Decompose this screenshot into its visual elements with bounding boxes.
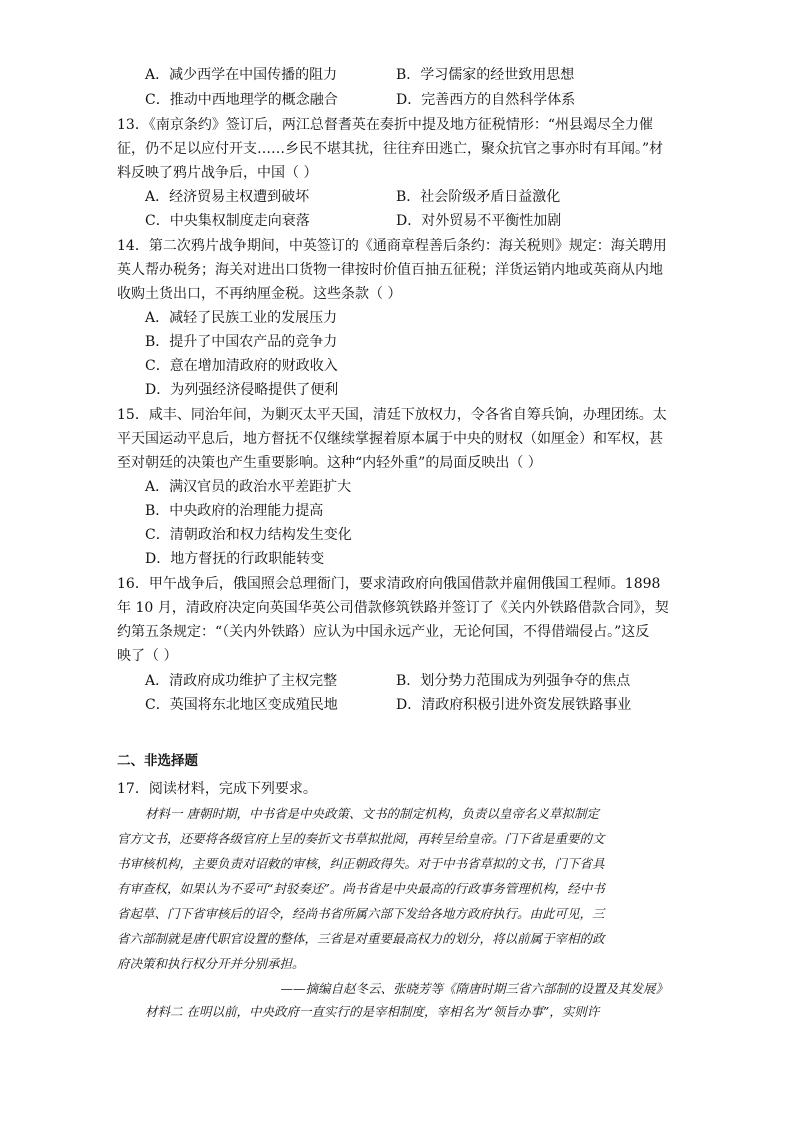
q13-stem-line: 征，仍不足以应付开支……乡民不堪其扰，往往弃田逃亡，聚众抗官之事亦时有耳闻。”材 bbox=[117, 141, 664, 157]
section-heading: 二、非选择题 bbox=[117, 753, 198, 769]
material-1-source: ——摘编自赵冬云、张晓芳等《隋唐时期三省六部制的设置及其发展》 bbox=[280, 981, 668, 996]
q16-option-c: C．英国将东北地区变成殖民地 bbox=[145, 697, 338, 713]
q13-stem-line: 13．《南京条约》签订后，两江总督耆英在奏折中提及地方征税情形：“州县竭尽全力催 bbox=[117, 117, 653, 133]
q14-stem-line: 14．第二次鸦片战争期间，中英签订的《通商章程善后条约：海关税则》规定：海关聘用 bbox=[117, 238, 667, 254]
q14-stem-line: 英人帮办税务；海关对进出口货物一律按时价值百抽五征税；洋货运销内地或英商从内地 bbox=[117, 262, 663, 278]
q14-option-a: A．减轻了民族工业的发展压力 bbox=[145, 310, 338, 326]
q16-stem-line: 映了（ ） bbox=[117, 648, 178, 664]
material-1-line: 官方文书，还要将各级官府上呈的奏折文书草拟批阅，再转呈给皇帝。门下省是重要的文 bbox=[117, 831, 605, 846]
q16-stem-line: 16．甲午战争后，俄国照会总理衙门，要求清政府向俄国借款并雇佣俄国工程师。1898 bbox=[117, 576, 661, 592]
q13-option-c: C．中央集权制度走向衰落 bbox=[145, 213, 310, 229]
q15-stem-line: 至对朝廷的决策也产生重要影响。这种“内轻外重”的局面反映出（ ） bbox=[117, 455, 542, 471]
q16-stem-line: 约第五条规定：“（关内外铁路）应认为中国永远产业，无论何国，不得借端侵占。”这反 bbox=[117, 624, 650, 640]
q16-option-b: B．划分势力范围成为列强争夺的焦点 bbox=[396, 673, 631, 689]
q13-option-d: D．对外贸易不平衡性加剧 bbox=[396, 213, 562, 229]
q15-option-c: C．清朝政治和权力结构发生变化 bbox=[145, 527, 352, 543]
q12-option-b: B．学习儒家的经世致用思想 bbox=[396, 67, 575, 83]
q15-option-b: B．中央政府的治理能力提高 bbox=[145, 503, 324, 519]
q14-option-d: D．为列强经济侵略提供了便利 bbox=[145, 382, 339, 398]
material-1-line: 有审查权，如果认为不妥可“封驳奏还”。尚书省是中央最高的行政事务管理机构，经中书 bbox=[117, 881, 605, 896]
material-1-line: 省六部制就是唐代职官设置的整体，三省是对重要最高权力的划分，将以前属于宰相的政 bbox=[117, 931, 605, 946]
material-1-line: 书审核机构，主要负责对诏敕的审核，纠正朝政得失。对于中书省草拟的文书，门下省具 bbox=[117, 856, 605, 871]
q14-option-b: B．提升了中国农产品的竞争力 bbox=[145, 334, 338, 350]
q15-option-d: D．地方督抚的行政职能转变 bbox=[145, 551, 325, 567]
q16-option-d: D．清政府积极引进外资发展铁路事业 bbox=[396, 697, 632, 713]
q15-option-a: A．满汉官员的政治水平差距扩大 bbox=[145, 479, 352, 495]
material-1-line: 省起草、门下省审核后的诏令，经尚书省所属六部下发给各地方政府执行。由此可见，三 bbox=[117, 906, 605, 921]
q16-option-a: A．清政府成功维护了主权完整 bbox=[145, 673, 338, 689]
q13-option-a: A．经济贸易主权遭到破坏 bbox=[145, 189, 310, 205]
q13-option-b: B．社会阶级矛盾日益激化 bbox=[396, 189, 561, 205]
q14-stem-line: 收购土货出口，不再纳厘金税。这些条款（ ） bbox=[117, 286, 402, 302]
q15-stem-line: 15．咸丰、同治年间，为剿灭太平天国，清廷下放权力，令各省自筹兵饷，办理团练。太 bbox=[117, 407, 667, 423]
q15-stem-line: 平天国运动平息后，地方督抚不仅继续掌握着原本属于中央的财权（如厘金）和军权，甚 bbox=[117, 431, 663, 447]
material-2-line: 材料二 在明以前，中央政府一直实行的是宰相制度，宰相名为“领旨办事”，实则许 bbox=[145, 1004, 600, 1019]
q12-option-a: A．减少西学在中国传播的阻力 bbox=[145, 67, 338, 83]
q16-stem-line: 年 10 月，清政府决定向英国华英公司借款修筑铁路并签订了《关内外铁路借款合同》，契 bbox=[117, 600, 669, 616]
q17-intro: 17．阅读材料，完成下列要求。 bbox=[117, 781, 317, 797]
q13-stem-line: 料反映了鸦片战争后，中国（ ） bbox=[117, 165, 318, 181]
material-1-line: 材料一 唐朝时期，中书省是中央政策、文书的制定机构，负责以皇帝名义草拟制定 bbox=[145, 806, 599, 821]
q12-option-d: D．完善西方的自然科学体系 bbox=[396, 92, 576, 108]
q12-option-c: C．推动中西地理学的概念融合 bbox=[145, 92, 338, 108]
material-1-line: 府决策和执行权分开并分别承担。 bbox=[117, 956, 305, 971]
q14-option-c: C．意在增加清政府的财政收入 bbox=[145, 358, 338, 374]
